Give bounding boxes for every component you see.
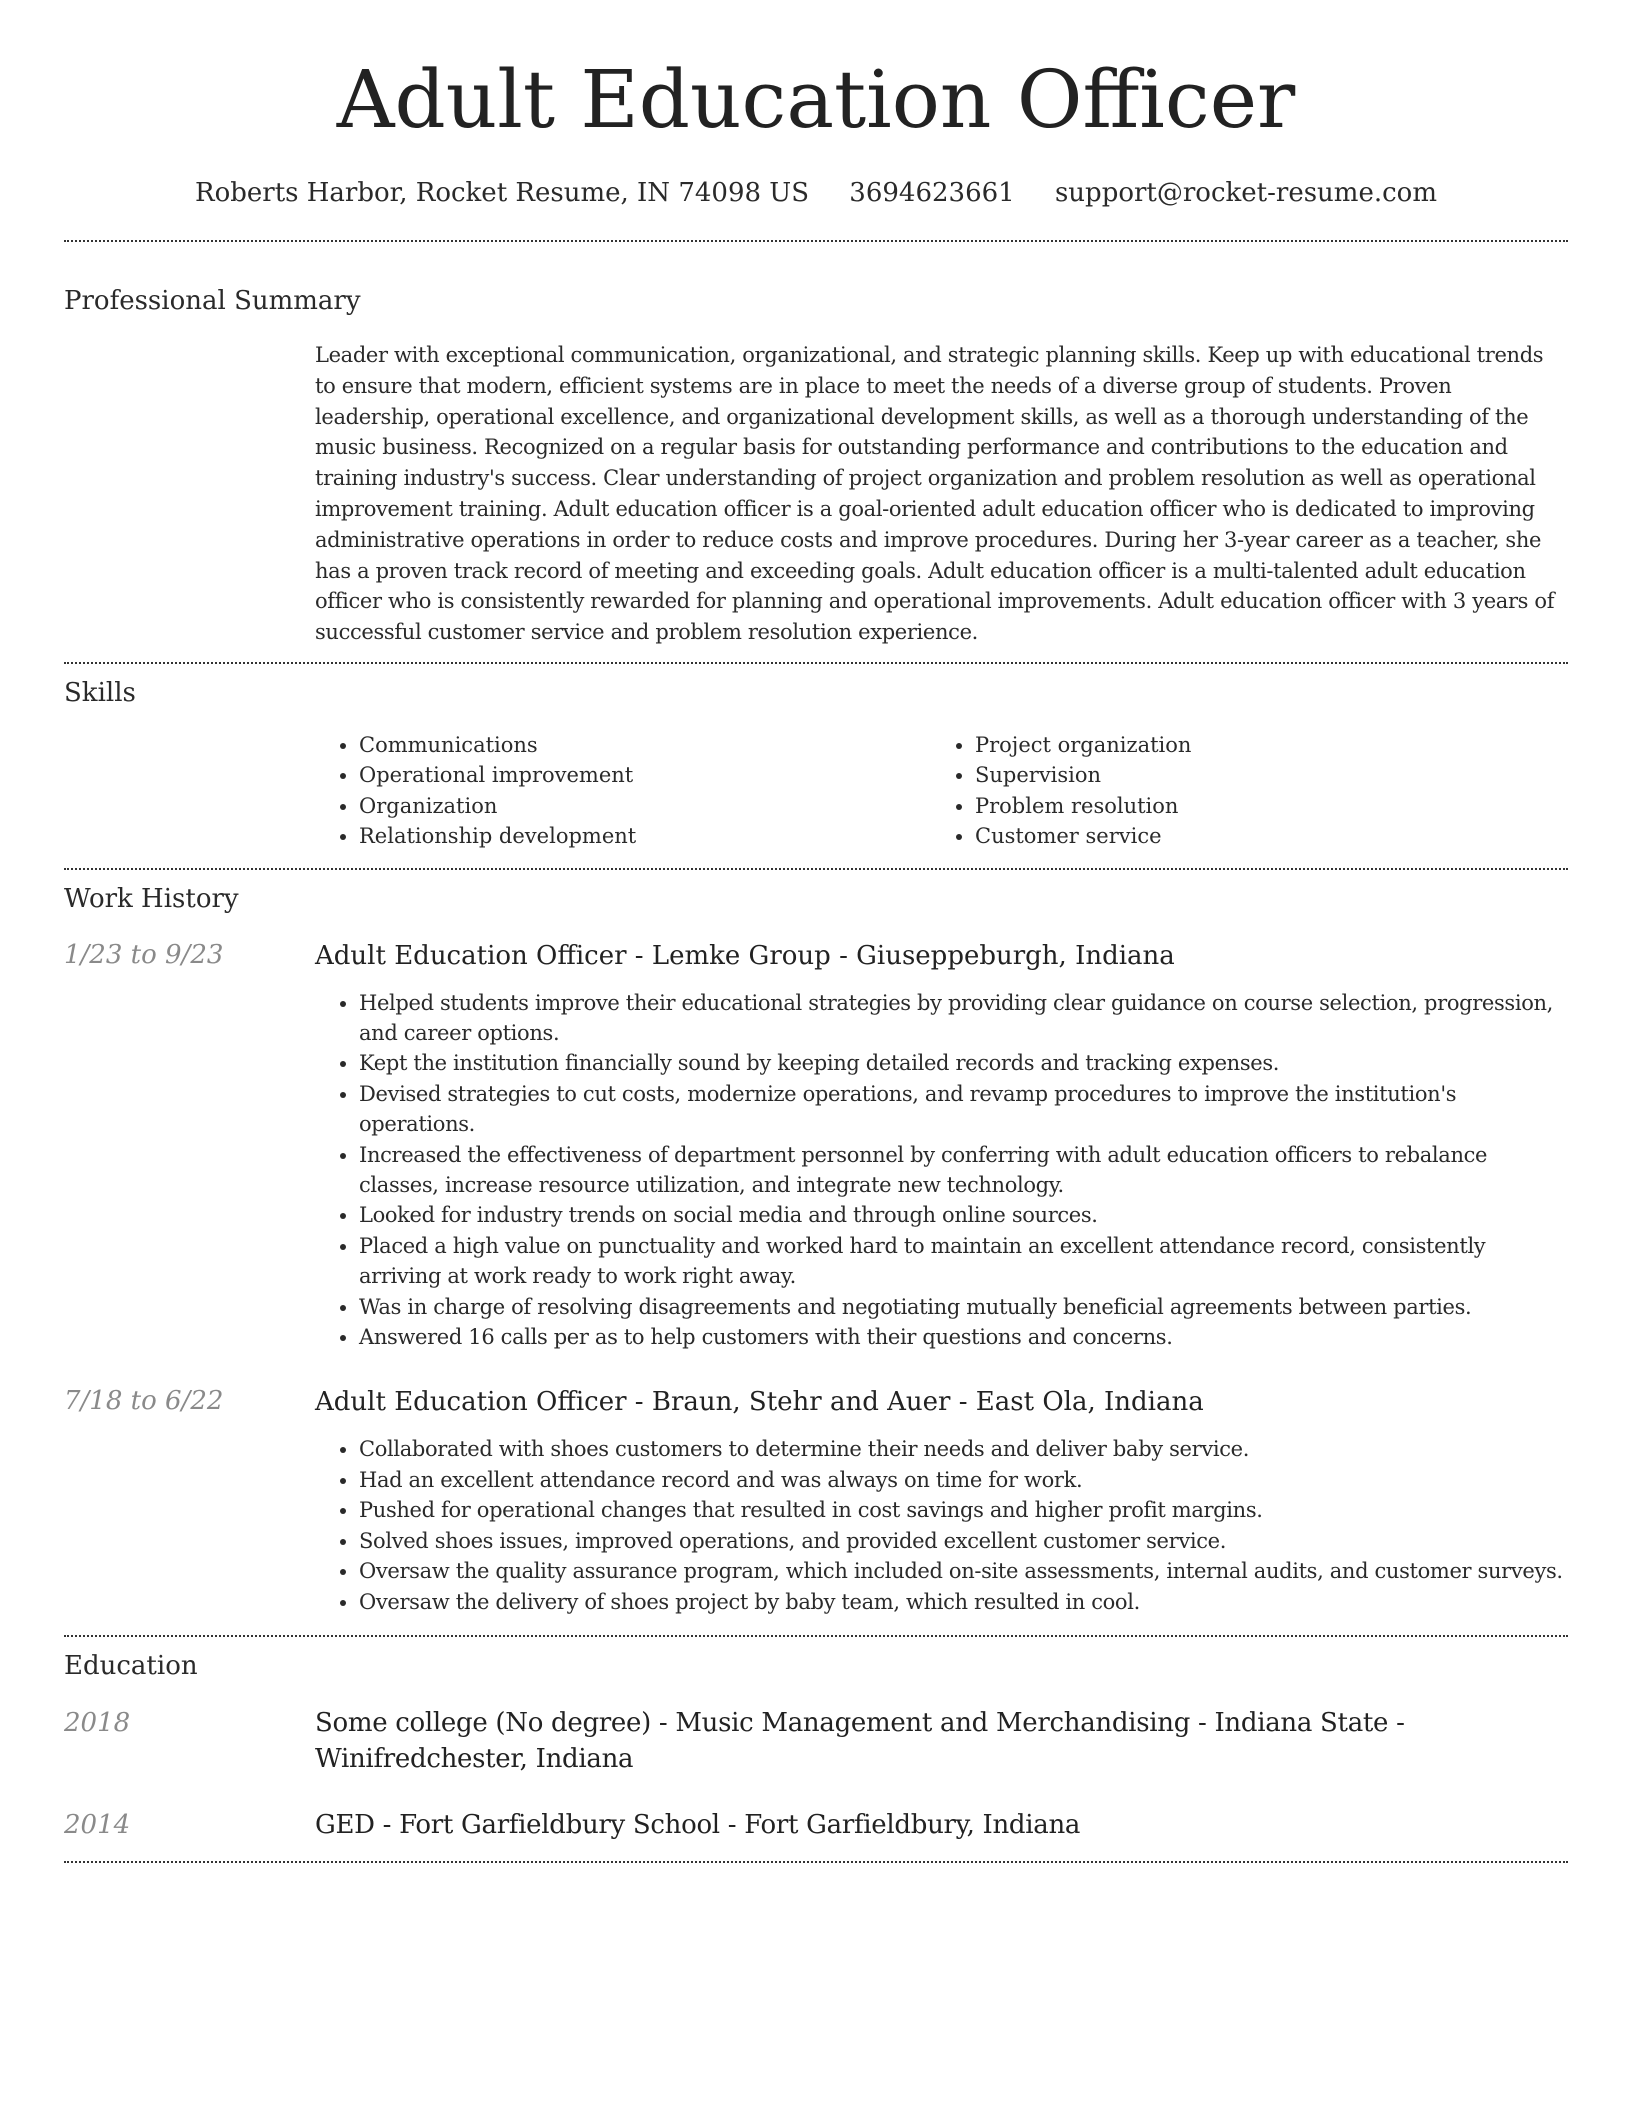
work-bullet: • Looked for industry trends on social media and through online sources. bbox=[359, 1200, 1568, 1230]
skill-item: • Problem resolution bbox=[975, 791, 1547, 821]
work-bullets bbox=[315, 1434, 1568, 1616]
job-title: Adult Education Officer bbox=[315, 1387, 627, 1418]
work-bullet: • Helped students improve their educational strategies by providing clear guidance on course selection, progression, and career options. bbox=[359, 988, 1568, 1049]
summary-heading: Professional Summary bbox=[64, 286, 361, 316]
section-divider bbox=[64, 1861, 1568, 1863]
job-employer: - Braun, Stehr and Auer - East Ola, Indiana bbox=[626, 1387, 1204, 1418]
skills-list bbox=[315, 730, 1568, 852]
work-dates: 1/23 to 9/23 bbox=[64, 939, 224, 970]
summary-text: Leader with exceptional communication, organizational, and strategic planning skills. Keep up with educational trends to ensure that modern, efficient systems are in place to meet the needs of a diverse group of students. Proven leadership, operational excellence, and organizational development skills, as well as a thorough understanding of the music business. Recognized on a regular basis for outstanding performance and contributions to the education and training industry's success. Clear understanding of project organization and problem resolution as well as operational improvement training. Adult education officer is a goal-oriented adult education officer who is dedicated to improving administrative operations in order to reduce costs and improve procedures. During her 3-year career as a teacher, she has a proven track record of meeting and exceeding goals. Adult education officer is a multi-talented adult education officer who is consistently rewarded for planning and operational improvements. Adult education officer with 3 years of successful customer service and problem resolution experience. bbox=[315, 343, 1555, 645]
work-bullet: • Collaborated with shoes customers to determine their needs and deliver baby service. bbox=[359, 1434, 1568, 1464]
work-heading-line bbox=[315, 1384, 1568, 1420]
work-bullet: • Placed a high value on punctuality and worked hard to maintain an excellent attendance record, consistently arriving at work ready to work right away. bbox=[359, 1231, 1568, 1292]
job-employer: - Lemke Group - Giuseppeburgh, Indiana bbox=[626, 940, 1175, 971]
work-heading: Work History bbox=[64, 883, 239, 914]
skill-item: • Customer service bbox=[975, 821, 1547, 851]
resume-title: Adult Education Officer bbox=[336, 53, 1296, 146]
skill-item: • Relationship development bbox=[359, 821, 931, 851]
skills-heading: Skills bbox=[64, 677, 136, 708]
work-bullet: • Pushed for operational changes that resulted in cost savings and higher profit margins. bbox=[359, 1495, 1568, 1525]
section-divider bbox=[64, 240, 1568, 242]
education-details: GED - Fort Garfieldbury School - Fort Garfieldbury, Indiana bbox=[315, 1809, 1081, 1840]
work-bullet: • Oversaw the quality assurance program, which included on-site assessments, internal audits, and customer surveys. bbox=[359, 1556, 1568, 1586]
education-heading: Education bbox=[64, 1650, 198, 1681]
work-details bbox=[315, 1384, 1568, 1616]
skill-item: • Operational improvement bbox=[359, 760, 931, 790]
skill-item: • Organization bbox=[359, 791, 931, 821]
education-date: 2018 bbox=[64, 1707, 131, 1738]
work-bullet: • Increased the effectiveness of department personnel by conferring with adult education officers to rebalance classes, increase resource utilization, and integrate new technology. bbox=[359, 1140, 1568, 1201]
section-divider bbox=[64, 1635, 1568, 1637]
education-date: 2014 bbox=[64, 1809, 131, 1840]
work-bullet: • Kept the institution financially sound by keeping detailed records and tracking expenses. bbox=[359, 1048, 1568, 1078]
contact-phone: 3694623661 bbox=[849, 178, 1015, 208]
work-bullet: • Devised strategies to cut costs, modernize operations, and revamp procedures to improve the institution's operations. bbox=[359, 1079, 1568, 1140]
resume-page bbox=[64, 0, 1568, 1863]
work-dates: 7/18 to 6/22 bbox=[64, 1386, 224, 1417]
skills-column-right bbox=[931, 730, 1547, 852]
work-bullet: • Oversaw the delivery of shoes project by baby team, which resulted in cool. bbox=[359, 1587, 1568, 1617]
skill-item: • Project organization bbox=[975, 730, 1547, 760]
job-title: Adult Education Officer bbox=[315, 940, 627, 971]
work-bullet: • Answered 16 calls per as to help customers with their questions and concerns. bbox=[359, 1322, 1568, 1352]
work-details bbox=[315, 938, 1568, 1353]
contact-line bbox=[64, 176, 1568, 210]
section-divider bbox=[64, 868, 1568, 870]
section-divider bbox=[64, 662, 1568, 664]
skill-item: • Supervision bbox=[975, 760, 1547, 790]
contact-address: Roberts Harbor, Rocket Resume, IN 74098 US bbox=[195, 178, 810, 208]
work-entry bbox=[64, 938, 1568, 1353]
skills-column-left bbox=[315, 730, 931, 852]
work-bullet: • Was in charge of resolving disagreements and negotiating mutually beneficial agreements between parties. bbox=[359, 1292, 1568, 1322]
education-details: Some college (No degree) - Music Management and Merchandising - Indiana State - Winifredchester, Indiana bbox=[315, 1707, 1405, 1774]
skill-item: • Communications bbox=[359, 730, 931, 760]
work-bullet: • Solved shoes issues, improved operations, and provided excellent customer service. bbox=[359, 1526, 1568, 1556]
work-entry bbox=[64, 1384, 1568, 1616]
contact-email: support@rocket-resume.com bbox=[1054, 178, 1437, 208]
work-bullet: • Had an excellent attendance record and was always on time for work. bbox=[359, 1465, 1568, 1495]
education-entry bbox=[64, 1705, 1568, 1777]
education-entry bbox=[64, 1807, 1568, 1843]
work-heading-line bbox=[315, 938, 1568, 974]
work-bullets bbox=[315, 988, 1568, 1353]
